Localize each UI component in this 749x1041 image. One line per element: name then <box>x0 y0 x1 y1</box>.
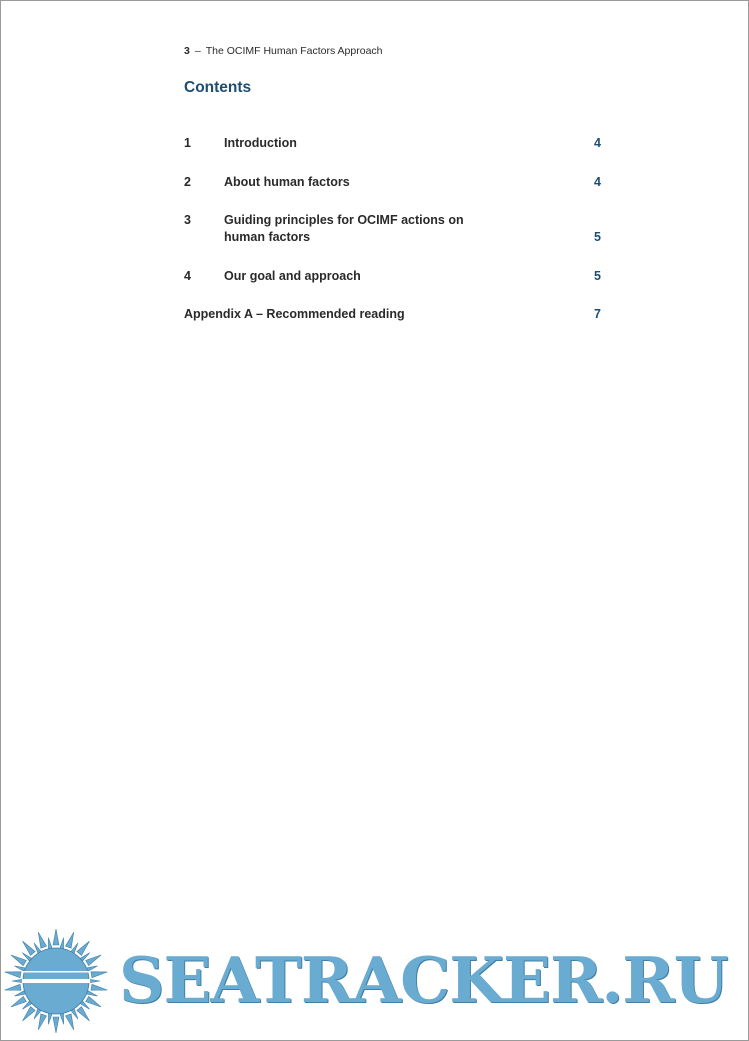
header-document-title: The OCIMF Human Factors Approach <box>205 45 383 57</box>
toc-entry-number: 3 <box>184 213 191 227</box>
toc-entry-number: 1 <box>184 136 191 150</box>
toc-entry-number: 4 <box>184 269 191 283</box>
toc-entry-page: 5 <box>594 269 601 283</box>
contents-heading: Contents <box>184 79 252 96</box>
toc-entry-page: 4 <box>594 136 601 150</box>
toc-entry-title: Our goal and approach <box>224 269 361 283</box>
toc-entry-title: Introduction <box>224 136 297 150</box>
toc-entry-title: Appendix A – Recommended reading <box>184 307 405 321</box>
toc-entry-guiding-principles[interactable] <box>184 212 601 246</box>
toc-entry-page: 4 <box>594 175 601 189</box>
running-header <box>184 45 383 57</box>
header-page-number: 3 <box>184 45 190 57</box>
toc-entry-page: 7 <box>594 307 601 321</box>
header-separator: – <box>194 45 201 57</box>
toc-entry-page: 5 <box>594 230 601 244</box>
toc-entry-number: 2 <box>184 175 191 189</box>
watermark-text: SEATRACKER.RU <box>119 943 728 1017</box>
toc-entry-title: About human factors <box>224 175 350 189</box>
toc-entry-title-line1: Guiding principles for OCIMF actions on <box>224 213 464 227</box>
toc-entry-title-line2: human factors <box>224 230 311 244</box>
